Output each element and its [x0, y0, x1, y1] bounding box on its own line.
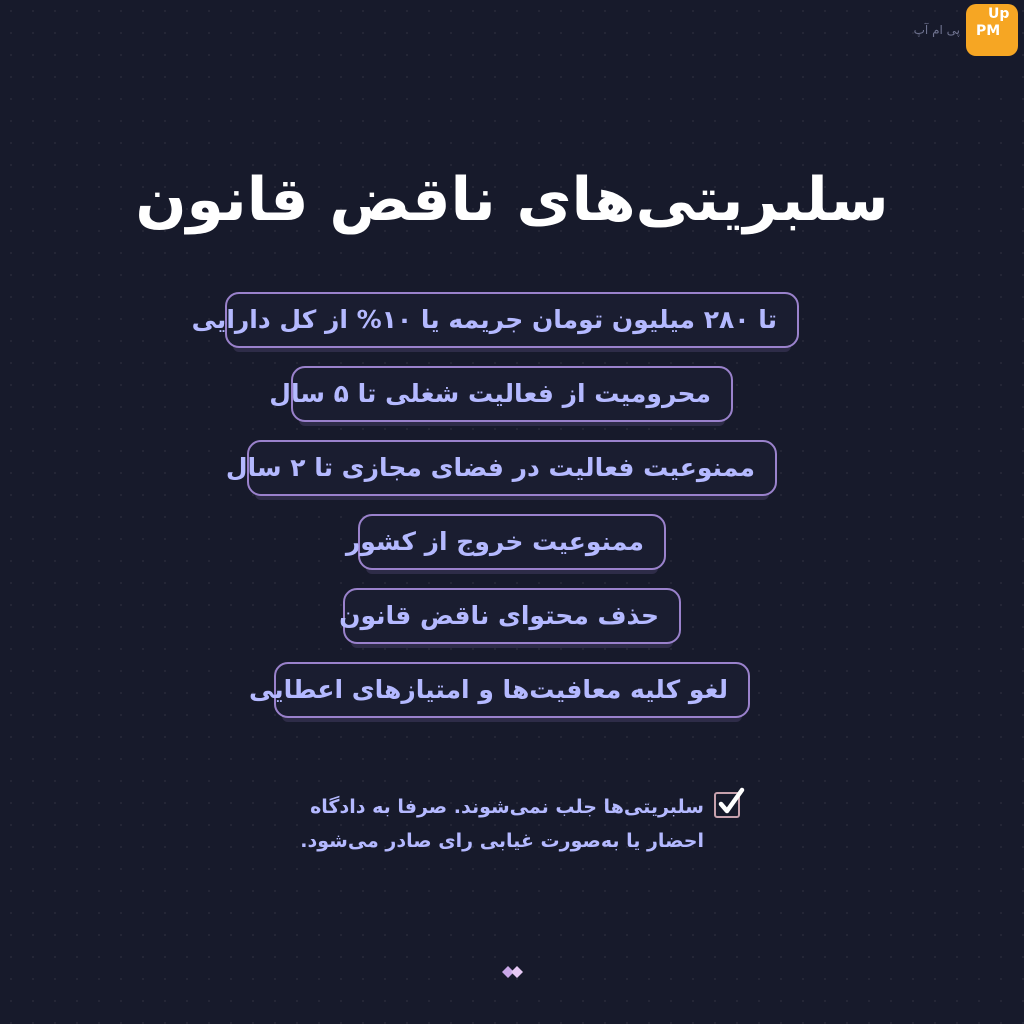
penalty-item-travel-ban: ممنوعیت خروج از کشور — [358, 514, 666, 570]
footnote — [280, 790, 740, 858]
page-title: سلبریتی‌های ناقض قانون — [135, 165, 889, 235]
uppm-logo — [966, 4, 1018, 56]
penalty-item-fine: تا ۲۸۰ میلیون تومان جریمه یا ۱۰% از کل دارایی — [225, 292, 799, 348]
checkbox-checked-icon — [714, 792, 740, 818]
watermark — [912, 4, 1018, 56]
penalty-item-job-ban: محرومیت از فعالیت شغلی تا ۵ سال — [291, 366, 733, 422]
footnote-line-2: احضار یا به‌صورت غیابی رای صادر می‌شود. — [300, 830, 704, 852]
penalty-item-online-ban: ممنوعیت فعالیت در فضای مجازی تا ۲ سال — [247, 440, 777, 496]
penalty-item-content-removal: حذف محتوای ناقض قانون — [343, 588, 681, 644]
logo-text-up: Up — [988, 6, 1010, 22]
penalty-list — [0, 292, 1024, 718]
footnote-text — [300, 790, 704, 858]
logo-text-pm: PM — [976, 23, 1001, 39]
penalty-item-privilege-revoke: لغو کلیه معافیت‌ها و امتیازهای اعطایی — [274, 662, 750, 718]
footnote-line-1: سلبریتی‌ها جلب نمی‌شوند. صرفا به دادگاه — [310, 796, 704, 818]
brand-mark-icon — [500, 962, 526, 982]
watermark-site-name: پی ام آپ — [913, 23, 960, 37]
